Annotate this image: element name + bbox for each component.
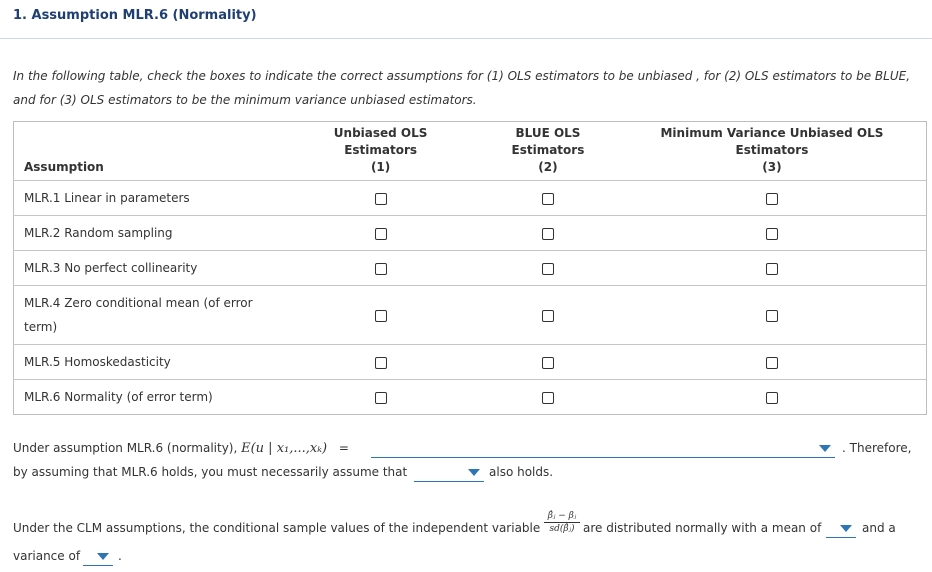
checkbox-mlr4-unbiased[interactable] bbox=[375, 310, 387, 322]
checkbox-mlr2-mvue[interactable] bbox=[766, 228, 778, 240]
row-label-mlr1: MLR.1 Linear in parameters bbox=[14, 181, 284, 216]
conditional-expectation-dropdown[interactable] bbox=[371, 443, 835, 458]
question-3-middle: are distributed normally with a mean of bbox=[583, 521, 822, 535]
row-label-mlr3: MLR.3 No perfect collinearity bbox=[14, 251, 284, 286]
title-divider bbox=[0, 38, 932, 39]
table-row bbox=[14, 345, 927, 380]
column-header-assumption: Assumption bbox=[24, 160, 104, 174]
fraction-numerator: β̂ⱼ − βⱼ bbox=[544, 511, 580, 523]
instructions-line-2: and for (3) OLS estimators to be the minimum variance unbiased estimators. bbox=[13, 93, 477, 107]
row-label-mlr6: MLR.6 Normality (of error term) bbox=[14, 380, 284, 415]
checkbox-mlr4-blue[interactable] bbox=[542, 310, 554, 322]
checkbox-mlr3-blue[interactable] bbox=[542, 263, 554, 275]
checkbox-mlr6-mvue[interactable] bbox=[766, 392, 778, 404]
column-header-number: (1) bbox=[370, 160, 391, 174]
question-3-suffix: and a bbox=[862, 521, 896, 535]
question-1-suffix: . Therefore, bbox=[842, 441, 912, 455]
mean-dropdown[interactable] bbox=[826, 523, 856, 538]
table-row bbox=[14, 286, 927, 345]
checkbox-mlr2-unbiased[interactable] bbox=[375, 228, 387, 240]
checkbox-mlr6-blue[interactable] bbox=[542, 392, 554, 404]
chevron-down-icon bbox=[840, 525, 852, 532]
instructions bbox=[13, 64, 928, 112]
column-header-line: Estimators bbox=[511, 143, 585, 157]
table-row bbox=[14, 216, 927, 251]
instructions-line-1: In the following table, check the boxes to indicate the correct assumptions for (1) OLS estimators to be unbiased , for (2) OLS estimators to be BLUE, bbox=[13, 69, 911, 83]
question-3-prefix: Under the CLM assumptions, the conditional sample values of the independent variable bbox=[13, 521, 541, 535]
section-title: 1. Assumption MLR.6 (Normality) bbox=[13, 8, 257, 23]
column-header-line: BLUE OLS bbox=[515, 126, 581, 140]
row-label-line: MLR.4 Zero conditional mean (of error bbox=[24, 296, 253, 310]
column-header-line: Estimators bbox=[735, 143, 809, 157]
assumptions-table bbox=[13, 121, 927, 415]
row-label-line: term) bbox=[24, 320, 58, 334]
question-normality bbox=[13, 441, 349, 456]
question-2-prefix: by assuming that MLR.6 holds, you must necessarily assume that bbox=[13, 465, 408, 479]
checkbox-mlr3-unbiased[interactable] bbox=[375, 263, 387, 275]
conditional-expectation-expr: E(u | x₁,...,xₖ) bbox=[241, 441, 328, 456]
row-label-mlr5: MLR.5 Homoskedasticity bbox=[14, 345, 284, 380]
column-header-unbiased bbox=[283, 122, 478, 181]
column-header-line: Estimators bbox=[344, 143, 418, 157]
row-label-mlr4 bbox=[14, 286, 284, 345]
column-header-number: (3) bbox=[762, 160, 782, 174]
column-header-mvue bbox=[618, 122, 927, 181]
column-header-blue bbox=[478, 122, 618, 181]
question-4-suffix: . bbox=[118, 549, 122, 563]
checkbox-mlr5-mvue[interactable] bbox=[766, 357, 778, 369]
chevron-down-icon bbox=[97, 553, 109, 560]
equals-sign: = bbox=[338, 441, 349, 455]
variance-dropdown[interactable] bbox=[83, 551, 113, 566]
column-header-line: Minimum Variance Unbiased OLS bbox=[660, 126, 884, 140]
table-row bbox=[14, 181, 927, 216]
table-row bbox=[14, 251, 927, 286]
implied-assumption-dropdown[interactable] bbox=[414, 467, 484, 482]
checkbox-mlr3-mvue[interactable] bbox=[766, 263, 778, 275]
checkbox-mlr5-unbiased[interactable] bbox=[375, 357, 387, 369]
checkbox-mlr1-mvue[interactable] bbox=[766, 193, 778, 205]
checkbox-mlr6-unbiased[interactable] bbox=[375, 392, 387, 404]
checkbox-mlr1-blue[interactable] bbox=[542, 193, 554, 205]
checkbox-mlr2-blue[interactable] bbox=[542, 228, 554, 240]
question-1-prefix: Under assumption MLR.6 (normality), bbox=[13, 441, 242, 455]
chevron-down-icon bbox=[468, 469, 480, 476]
standardized-estimator-fraction bbox=[544, 511, 580, 535]
column-header-number: (2) bbox=[538, 160, 558, 174]
chevron-down-icon bbox=[819, 445, 831, 452]
fraction-denominator: sd(β̂ⱼ) bbox=[549, 524, 575, 534]
column-header-line: Unbiased OLS bbox=[333, 126, 428, 140]
checkbox-mlr4-mvue[interactable] bbox=[766, 310, 778, 322]
table-row bbox=[14, 380, 927, 415]
question-2-suffix: also holds. bbox=[489, 465, 554, 479]
checkbox-mlr1-unbiased[interactable] bbox=[375, 193, 387, 205]
checkbox-mlr5-blue[interactable] bbox=[542, 357, 554, 369]
question-4-prefix: variance of bbox=[13, 549, 81, 563]
row-label-mlr2: MLR.2 Random sampling bbox=[14, 216, 284, 251]
